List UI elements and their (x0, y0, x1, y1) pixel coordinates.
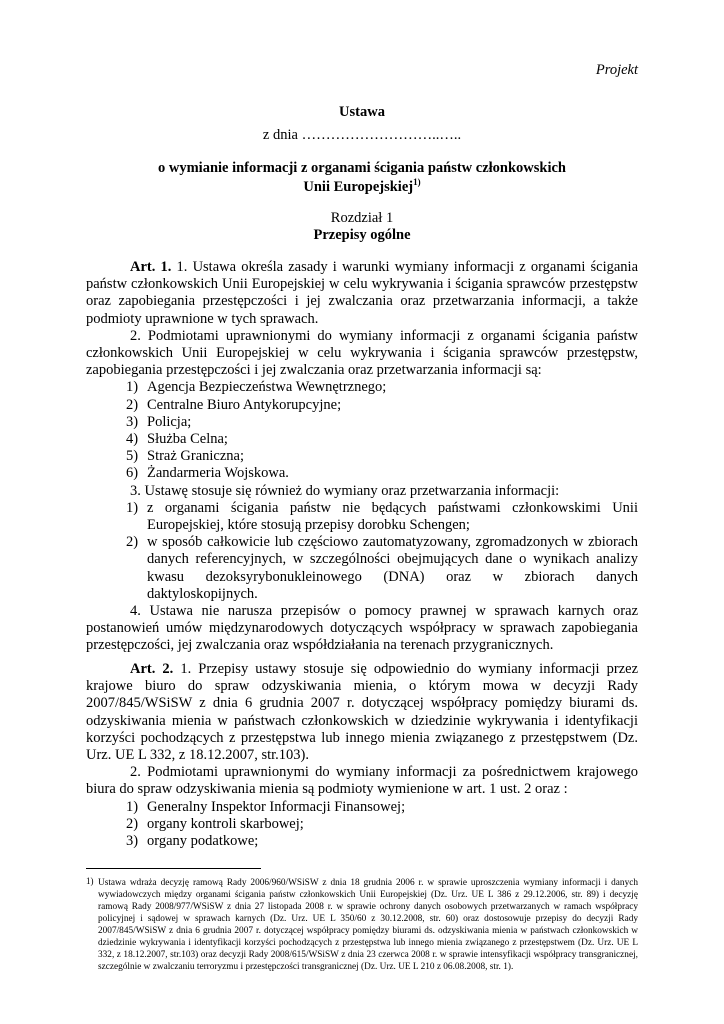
projekt-label: Projekt (595, 62, 638, 78)
list-number: 3) (126, 413, 139, 430)
footnote-reference[interactable]: 1) (413, 177, 421, 187)
chapter-label: Rozdział 1 (330, 210, 394, 226)
art2-paragraph-2: 2. Podmiotami uprawnionymi do wymiany informacji za pośrednictwem krajowego biura do spraw odzyskiwania mienia są podmioty wymienione w art. 1 ust. 2 oraz : (86, 764, 638, 798)
list-item (86, 816, 638, 833)
footnote-separator (86, 868, 261, 869)
list-text: z organami ścigania państw nie będących państwami członkowskimi Unii Europejskiej, które stosują przepisy dorobku Schengen; (147, 499, 638, 534)
footnote-text: Ustawa wdraża decyzję ramową Rady 2006/960/WSiSW z dnia 18 grudnia 2006 r. w sprawie uproszczenia wymiany informacji i danych wywiadowczych między organami ścigania państw członkowskich Unii Europejskiej (Dz. Urz. UE L 386 z 29.12.2006, str. 89) i decyzję ramową Rady 2008/977/WSiSW z dnia 27 listopada 2008 r. w sprawie ochrony danych osobowych przetwarzanych w ramach współpracy policyjnej i sądowej w sprawach karnych (Dz. Urz. UE L 350/60 z 30.12.2008, str. 60) oraz dostosowuje przepisy do decyzji Rady 2007/845/WSiSW z dnia 6 grudnia 2007 r. dotyczącej współpracy pomiędzy biurami ds. odzyskiwania mienia w państwach członkowskich w dziedzinie wykrywania i identyfikacji korzyści pochodzących z przestępstwa lub innego mienia związanego z przestępstwem (Dz. Urz. UE L 332, z 18.12.2007, str.103) oraz decyzji Rady 2008/615/WSiSW z dnia 23 czerwca 2008 r. w sprawie intensyfikacji współpracy transgranicznej, szczególnie w zwalczaniu terroryzmu i przestępczości transgranicznej (Dz. Urz. UE L 210 z 06.08.2008, str. 1). (98, 878, 638, 972)
list-text: organy podatkowe; (147, 833, 259, 850)
list-number: 1) (126, 499, 139, 516)
article-2 (86, 661, 638, 850)
list-item (86, 799, 638, 816)
list-item (86, 448, 638, 465)
art2-entities-list (86, 799, 638, 851)
list-text: Służba Celna; (147, 431, 228, 448)
list-item (86, 414, 638, 431)
list-text: Agencja Bezpieczeństwa Wewnętrznego; (147, 379, 387, 396)
act-subject-line1: o wymianie informacji z organami ścigania państw członkowskich (157, 160, 566, 176)
art2-paragraph-1 (86, 661, 638, 764)
list-item (86, 379, 638, 396)
list-item (86, 397, 638, 414)
act-title: Ustawa (339, 104, 385, 120)
footnote-mark: 1) (86, 876, 94, 886)
list-text: Centralne Biuro Antykorupcyjne; (147, 396, 342, 413)
act-date: z dnia ………………………..….. (262, 127, 462, 143)
article-1 (86, 259, 638, 655)
list-number: 1) (126, 379, 139, 396)
art1-label: Art. 1. (130, 259, 172, 275)
chapter-title: Przepisy ogólne (313, 227, 411, 243)
list-item (86, 431, 638, 448)
list-number: 3) (126, 833, 139, 850)
list-item (86, 534, 638, 603)
list-number: 1) (126, 798, 139, 815)
art1-paragraph-3: 3. Ustawę stosuje się również do wymiany oraz przetwarzania informacji: (130, 482, 560, 499)
list-number: 2) (126, 534, 139, 551)
art1-scope-list (86, 500, 638, 603)
list-text: Żandarmeria Wojskowa. (147, 465, 289, 482)
art1-entities-list (86, 379, 638, 482)
list-item (86, 500, 638, 534)
list-text: w sposób całkowicie lub częściowo zautomatyzowany, zgromadzonych w zbiorach danych referencyjnych, w szczególności obejmujących dane o wynikach analizy kwasu dezoksyrybonukleinowego (DNA) oraz w zbiorach danych daktyloskopijnych. (147, 534, 638, 602)
act-subject-line2 (86, 177, 638, 196)
art2-label: Art. 2. (130, 661, 174, 677)
list-number: 2) (126, 815, 139, 832)
list-text: Generalny Inspektor Informacji Finansowej; (147, 798, 406, 815)
art2-p1-text: 1. Przepisy ustawy stosuje się odpowiednio do wymiany informacji przez krajowe biuro do spraw odzyskiwania mienia, o którym mowa w decyzji Rady 2007/845/WSiSW z dnia 6 grudnia 2007 r. dotyczącej współpracy pomiędzy biurami ds. odzyskiwania mienia w państwach członkowskich w dziedzinie wykrywania i identyfikacji korzyści pochodzących z przestępstwa lub innego mienia związanego z przestępstwem (Dz. Urz. UE L 332, z 18.12.2007, str.103). (86, 661, 638, 764)
footnote (86, 877, 638, 973)
list-number: 6) (126, 465, 139, 482)
art1-p1-text: 1. Ustawa określa zasady i warunki wymiany informacji z organami ścigania państw członkowskich Unii Europejskiej w celu wykrywania i ścigania sprawców przestępstw oraz zapobiegania przestępczości i jej zwalczania oraz przetwarzania informacji, a także podmioty uprawnione w tych sprawach. (86, 259, 639, 327)
art1-paragraph-4: 4. Ustawa nie narusza przepisów o pomocy prawnej w sprawach karnych oraz postanowień umów międzynarodowych dotyczących współpracy w sprawach zapobiegania przestępczości, jej zwalczania oraz współdziałania na terenach przygranicznych. (86, 603, 638, 654)
list-number: 4) (126, 431, 139, 448)
list-number: 5) (126, 448, 139, 465)
list-item (86, 833, 638, 850)
art1-paragraph-2: 2. Podmiotami uprawnionymi do wymiany informacji z organami ścigania państw członkowskich Unii Europejskiej w celu wykrywania i ścigania sprawców przestępstw, zapobiegania przestępczości i jej zwalczania oraz przetwarzania informacji są: (86, 327, 638, 379)
list-text: organy kontroli skarbowej; (147, 815, 304, 832)
list-text: Straż Graniczna; (147, 448, 245, 465)
act-subject-text: Unii Europejskiej (303, 178, 414, 195)
list-item (86, 465, 638, 482)
list-number: 2) (126, 396, 139, 413)
art1-paragraph-1 (86, 259, 638, 328)
list-text: Policja; (147, 413, 192, 430)
